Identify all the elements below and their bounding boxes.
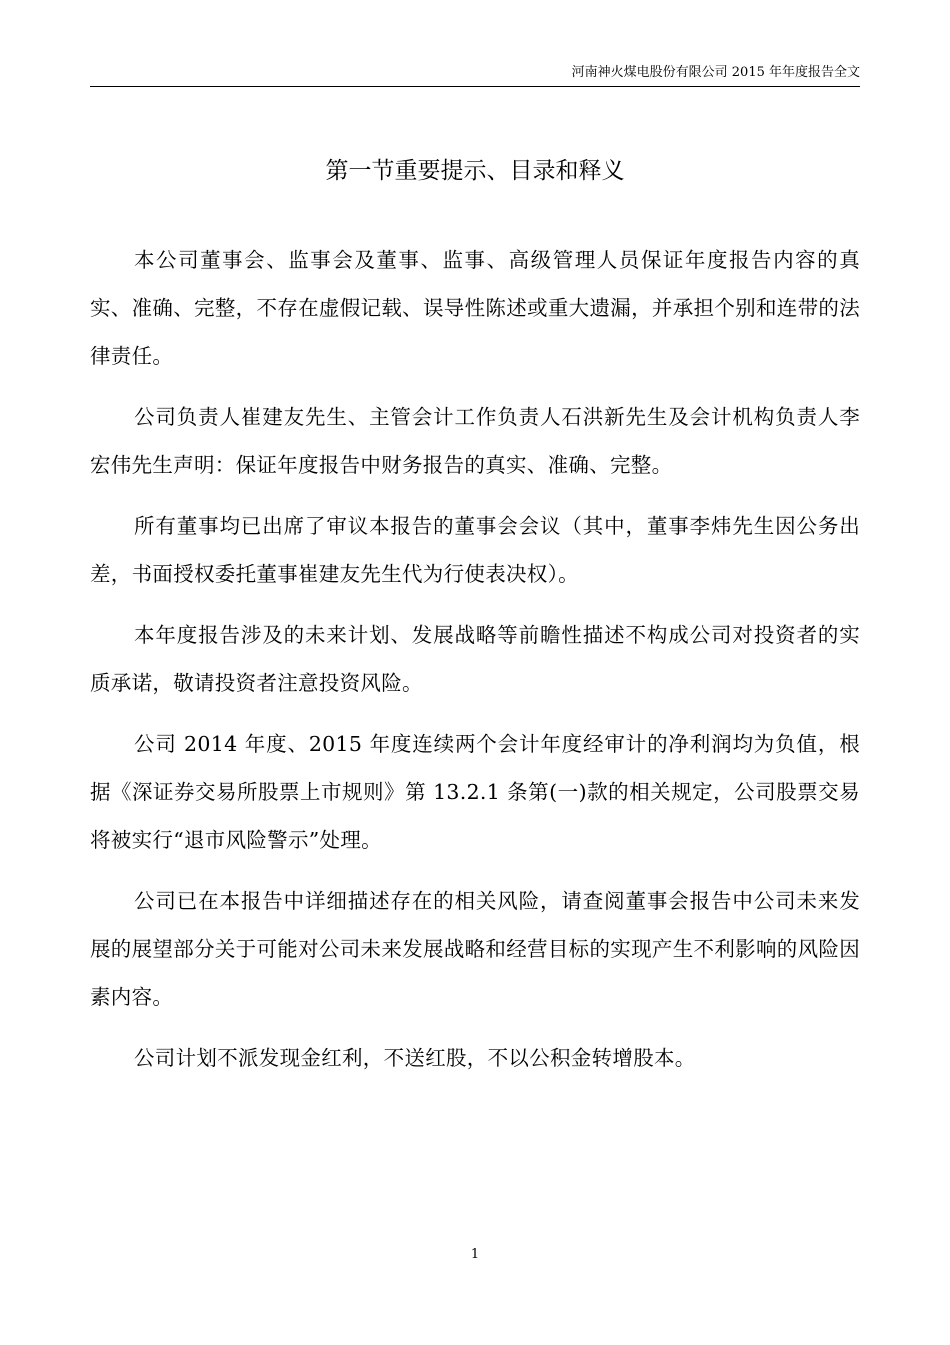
paragraph-delisting-risk-warning: 公司 2014 年度、2015 年度连续两个会计年度经审计的净利润均为负值，根据《深证券交易所股票上市规则》第 13.2.1 条第(一)款的相关规定，公司股票交易将被实行“退市风险警示”处理。	[90, 732, 860, 852]
section-title: 第一节重要提示、目录和释义	[325, 158, 625, 184]
paragraph-executives-declaration: 公司负责人崔建友先生、主管会计工作负责人石洪新先生及会计机构负责人李宏伟先生声明：保证年度报告中财务报告的真实、准确、完整。	[90, 405, 860, 477]
paragraph-dividend-plan: 公司计划不派发现金红利，不送红股，不以公积金转增股本。	[134, 1046, 696, 1070]
page-header	[90, 64, 860, 87]
header-running-title: 河南神火煤电股份有限公司 2015 年年度报告全文	[571, 65, 860, 80]
paragraph-risk-factors-reference: 公司已在本报告中详细描述存在的相关风险，请查阅董事会报告中公司未来发展的展望部分关于可能对公司未来发展战略和经营目标的实现产生不利影响的风险因素内容。	[90, 889, 860, 1009]
paragraph-forward-looking-disclaimer: 本年度报告涉及的未来计划、发展战略等前瞻性描述不构成公司对投资者的实质承诺，敬请投资者注意投资风险。	[90, 623, 860, 695]
paragraph-responsibility-statement: 本公司董事会、监事会及董事、监事、高级管理人员保证年度报告内容的真实、准确、完整，不存在虚假记载、误导性陈述或重大遗漏，并承担个别和连带的法律责任。	[90, 248, 860, 368]
paragraph-board-attendance: 所有董事均已出席了审议本报告的董事会会议（其中，董事李炜先生因公务出差，书面授权委托董事崔建友先生代为行使表决权）。	[90, 514, 860, 586]
document-body	[90, 236, 860, 1095]
page-number: 1	[470, 1247, 480, 1262]
